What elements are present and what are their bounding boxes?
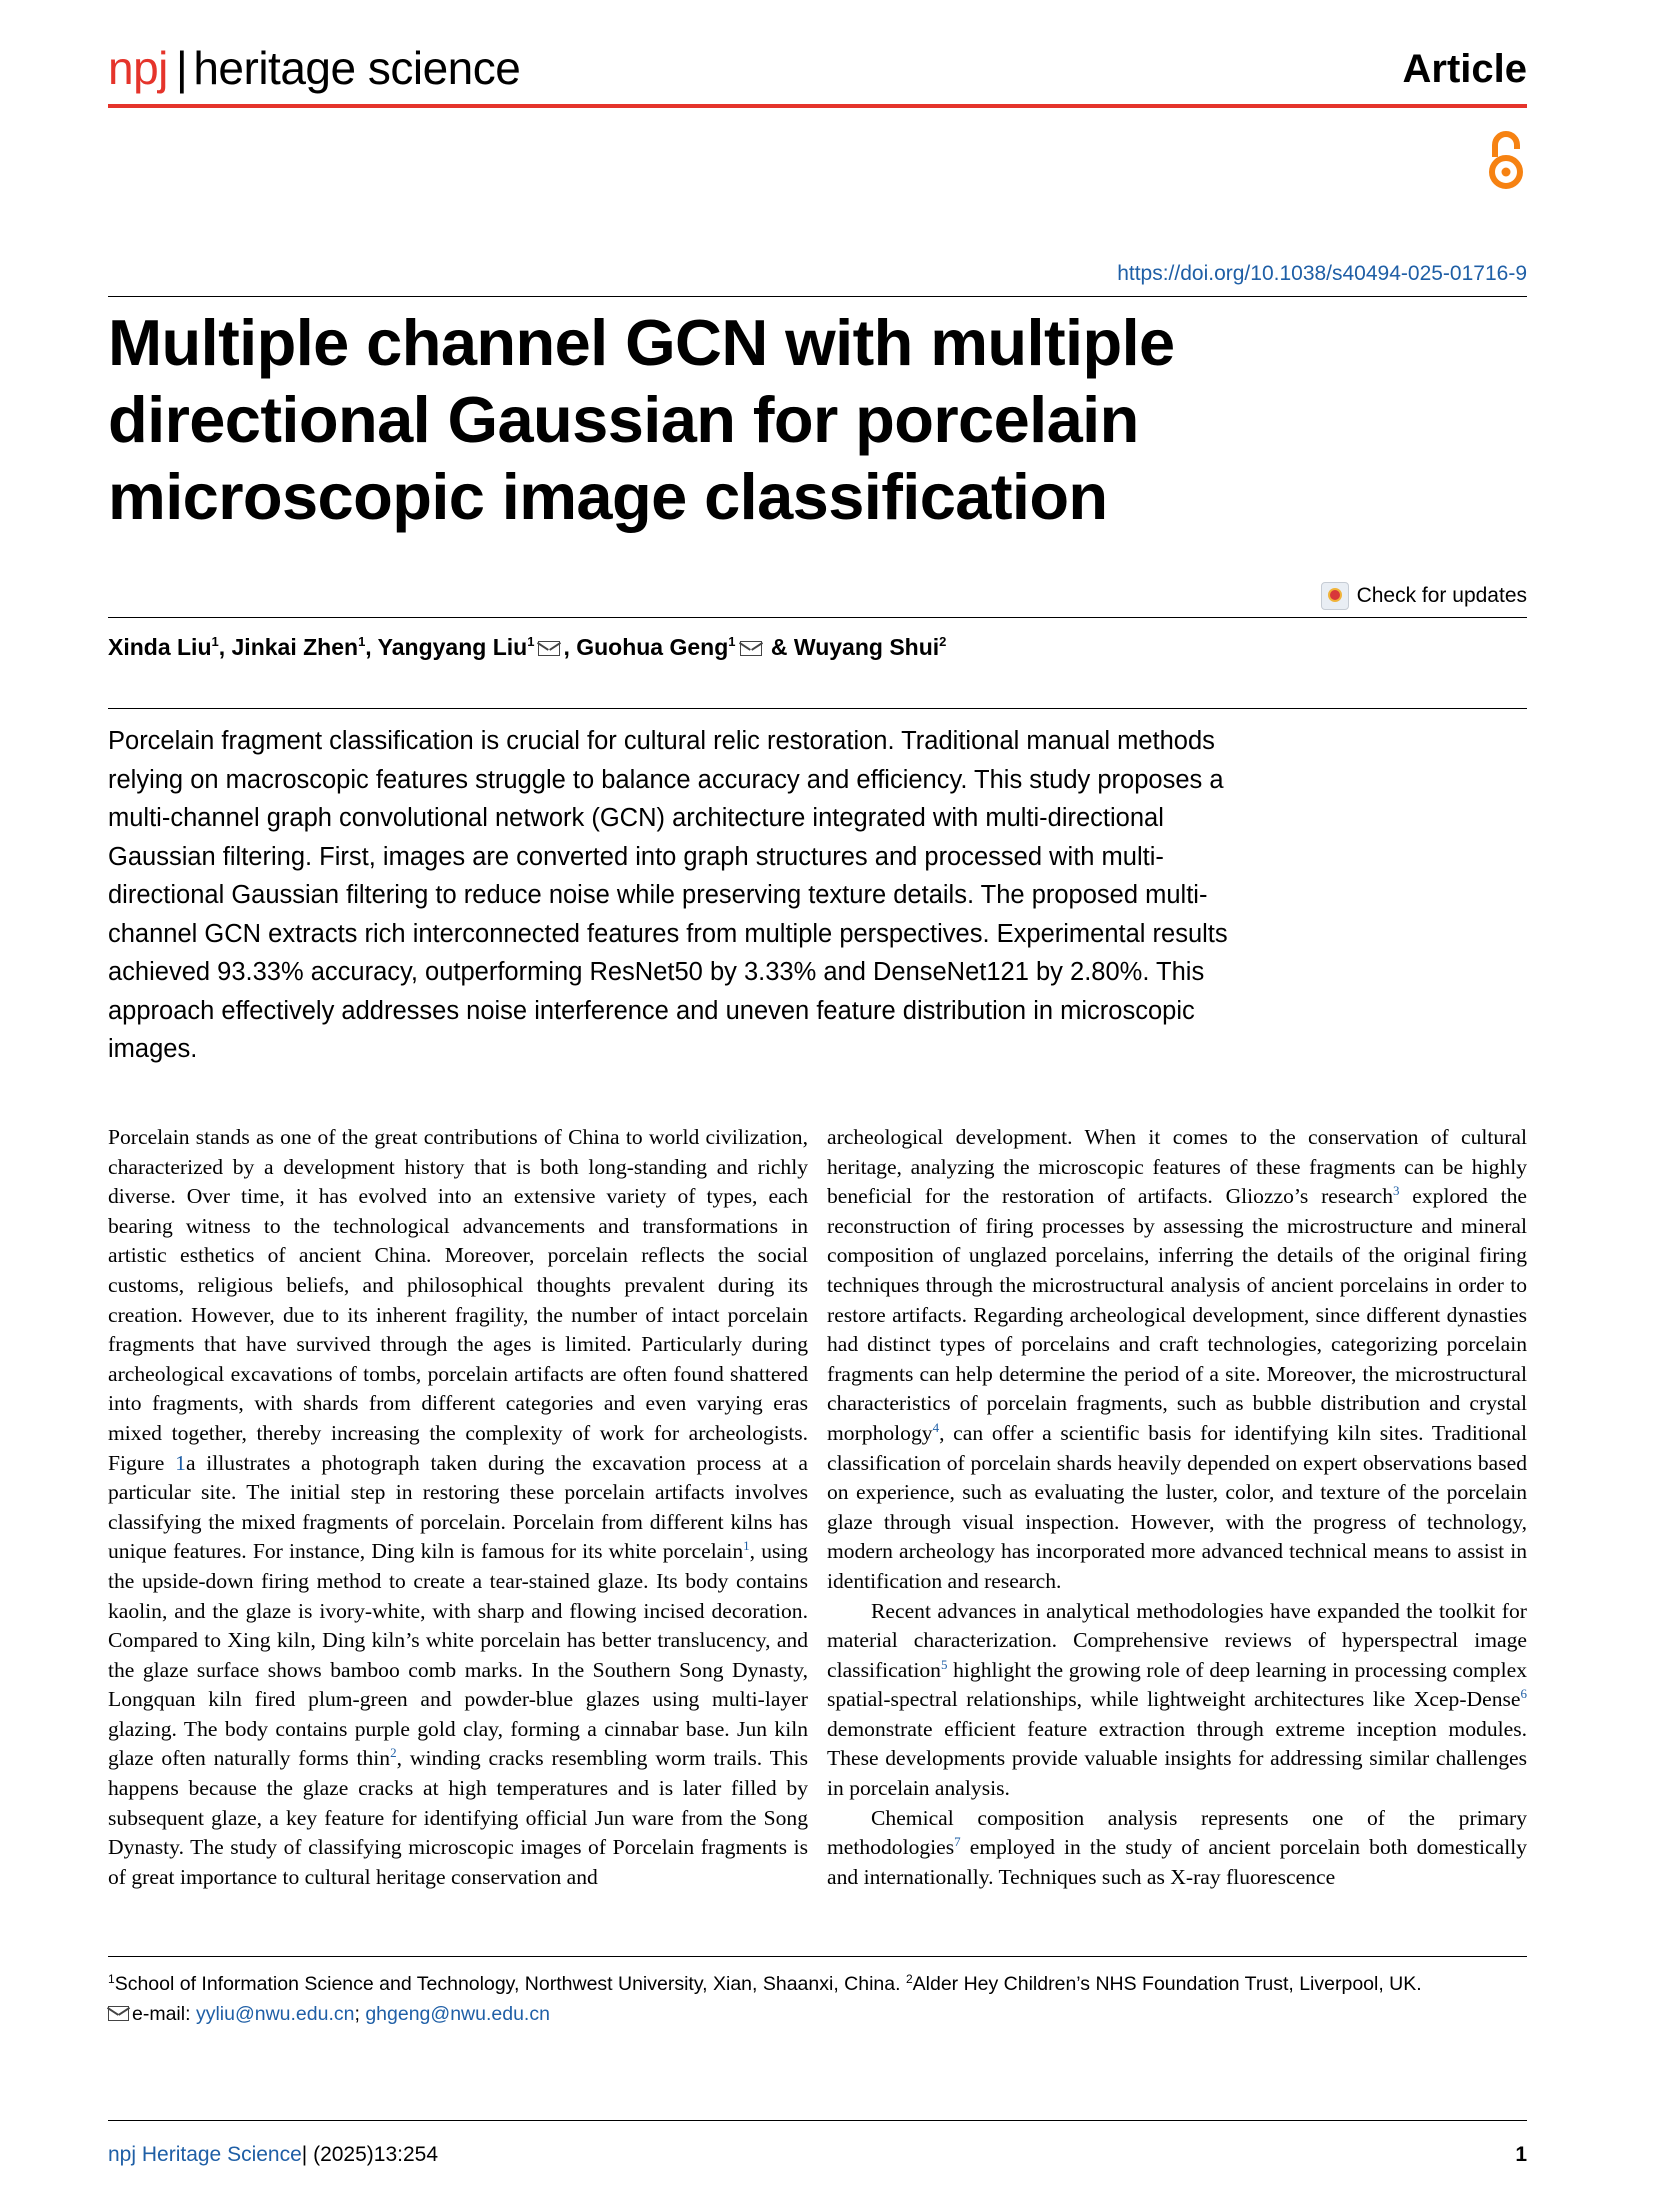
article-title: [108, 304, 1508, 535]
author-list: [108, 627, 946, 662]
author-name[interactable]: Yangyang Liu: [377, 634, 528, 660]
abstract-line: approach effectively addresses noise interference and uneven feature distribution in microscopic: [108, 996, 1195, 1025]
abstract-line: Porcelain fragment classification is crucial for cultural relic restoration. Traditional manual methods: [108, 727, 1215, 755]
body-text: explored the reconstruction of firing processes by assessing the microstructure and mineral composition of unglazed porcelains, inferring the details of the original firing techniques through the microstructural analysis of ancient porcelains in order to restore artifacts. Regarding archeological development, since different dynasties had distinct types of porcelains and craft technologies, categorizing porcelain fragments can help determine the period of a site. Moreover, the microstructural characteristics of porcelain fragments, such as bubble distribution and crystal morphology: [827, 1184, 1527, 1445]
body-column-right: [827, 1123, 1527, 1892]
author-name[interactable]: Jinkai Zhen: [231, 634, 359, 660]
citation-link[interactable]: 2: [390, 1745, 397, 1761]
page-number: 1: [1515, 2143, 1527, 2166]
author-name[interactable]: Xinda Liu: [108, 634, 212, 660]
email-link[interactable]: ghgeng@nwu.edu.cn: [365, 2003, 550, 2025]
abstract-line: channel GCN extracts rich interconnected features from multiple perspectives. Experimental results: [108, 919, 1228, 948]
footer-rule: [108, 2120, 1527, 2121]
author-separator: ,: [365, 634, 378, 660]
header-red-rule: [108, 104, 1527, 108]
body-text: Chemical composition analysis represents one of the primary methodologies: [827, 1805, 1527, 1860]
abstract: [108, 722, 1338, 1069]
affiliation-rule: [108, 1956, 1527, 1957]
masthead-separator: |: [175, 42, 188, 94]
journal-name: heritage science: [193, 42, 521, 94]
body-text: demonstrate efficient feature extraction through extreme inception modules. These developments provide valuable insights for addressing similar challenges in porcelain analysis.: [827, 1716, 1527, 1801]
body-text: employed in the study of ancient porcelain both domestically and internationally. Techniques such as X-ray fluorescence: [827, 1835, 1527, 1889]
citation-link[interactable]: 7: [954, 1834, 961, 1850]
author-separator: ,: [218, 634, 232, 660]
body-paragraph: [827, 1804, 1527, 1893]
email-prefix: e-mail:: [132, 2003, 196, 2025]
doi-rule: [108, 296, 1527, 297]
email-line: [108, 1999, 1528, 2029]
email-icon[interactable]: [740, 641, 762, 656]
author-affiliation-number: 1: [728, 634, 736, 649]
email-icon: [108, 2006, 129, 2021]
footer-volume: | (2025)13:254: [301, 2143, 439, 2166]
affiliation-line: [108, 1969, 1528, 1999]
check-updates-button[interactable]: [1321, 582, 1527, 610]
body-paragraph: [108, 1123, 808, 1892]
citation-link[interactable]: 5: [940, 1656, 948, 1672]
body-text: Recent advances in analytical methodologies have expanded the toolkit for material characterization. Comprehensive reviews of hyperspectral image classification: [827, 1598, 1527, 1682]
open-access-icon: [1482, 127, 1530, 191]
affiliation-number: 2: [905, 1972, 913, 1986]
footer-journal-link[interactable]: npj Heritage Science: [108, 2143, 302, 2166]
body-text: highlight the growing role of deep learning in processing complex spatial-spectral relationships, while lightweight architectures like Xcep-Dense: [827, 1657, 1527, 1712]
citation-link[interactable]: 4: [932, 1419, 940, 1435]
author-name[interactable]: Wuyang Shui: [793, 634, 940, 660]
authors-top-rule: [108, 617, 1527, 618]
check-updates-label: Check for updates: [1356, 584, 1527, 607]
abstract-line: images.: [108, 1035, 198, 1063]
affiliation-text: School of Information Science and Technology, Northwest University, Xian, Shaanxi, China.: [114, 1973, 906, 1995]
body-paragraph: [827, 1597, 1527, 1804]
author-affiliation-number: 2: [939, 634, 947, 649]
journal-brand: npj: [108, 42, 168, 94]
citation-link[interactable]: 6: [1520, 1686, 1527, 1702]
journal-masthead: [108, 40, 520, 96]
abstract-line: multi-channel graph convolutional network (GCN) architecture integrated with multi-directional: [108, 804, 1164, 832]
email-separator: ;: [354, 2003, 366, 2025]
citation-link[interactable]: 3: [1393, 1183, 1400, 1199]
title-line: directional Gaussian for porcelain: [108, 383, 1139, 456]
affiliation-text: Alder Hey Children’s NHS Foundation Trust, Liverpool, UK.: [912, 1973, 1422, 1995]
author-separator: ,: [563, 634, 577, 660]
email-link[interactable]: yyliu@nwu.edu.cn: [195, 2003, 355, 2025]
body-text: , can offer a scientific basis for identifying kiln sites. Traditional classification of porcelain shards heavily depended on expert observations based on experience, such as evaluating the luster, color, and texture of the porcelain glaze through visual inspection. However, with the progress of technology, modern archeology has incorporated more advanced technical means to assist in identification and research.: [827, 1420, 1527, 1593]
author-affiliation-number: 1: [211, 634, 219, 649]
body-column-left: [108, 1123, 808, 1892]
author-name[interactable]: Guohua Geng: [576, 634, 729, 660]
article-type-label: Article: [1402, 47, 1527, 91]
abstract-line: directional Gaussian filtering to reduce noise while preserving texture details. The proposed multi-: [108, 881, 1208, 909]
email-icon[interactable]: [538, 641, 560, 656]
abstract-line: Gaussian filtering. First, images are converted into graph structures and processed with multi-: [108, 842, 1164, 871]
crossmark-icon: [1321, 582, 1349, 610]
affiliations: [108, 1969, 1528, 2029]
abstract-line: achieved 93.33% accuracy, outperforming ResNet50 by 3.33% and DenseNet121 by 2.80%. This: [108, 958, 1205, 986]
body-text: , using the upside-down firing method to create a tear-stained glaze. Its body contains kaolin, and the glaze is ivory-white, with sharp and flowing incised decoration. Compared to Xing kiln, Ding kiln’s white porcelain has better translucency, and the glaze surface shows bamboo comb marks. In the Southern Song Dynasty, Longquan kiln fired plum-green and powder-blue glazes using multi-layer glazing. The body contains purple gold clay, forming a cinnabar base. Jun kiln glaze often naturally forms thin: [108, 1539, 808, 1771]
body-text: , winding cracks resembling worm trails. This happens because the glaze cracks at high temperatures and is later filled by subsequent glaze, a key feature for identifying official Jun ware from the Song Dynasty. The study of classifying microscopic images of Porcelain fragments is of great importance to cultural heritage conservation and: [108, 1746, 808, 1889]
body-text: a illustrates a photograph taken during the excavation process at a particular site. The initial step in restoring these porcelain artifacts involves classifying the mixed fragments of porcelain. Porcelain from different kilns has unique features. For instance, Ding kiln is famous for its white porcelain: [108, 1450, 808, 1564]
doi-link[interactable]: https://doi.org/10.1038/s40494-025-01716-9: [1117, 262, 1527, 285]
title-line: microscopic image classification: [108, 460, 1108, 533]
footer-citation: [108, 2142, 438, 2168]
author-affiliation-number: 1: [527, 634, 535, 649]
abstract-line: relying on macroscopic features struggle to balance accuracy and efficiency. This study proposes a: [108, 765, 1224, 794]
body-text: Porcelain stands as one of the great contributions of China to world civilization, characterized by a development history that is both long-standing and richly diverse. Over time, it has evolved into an extensive variety of types, each bearing witness to the technological advancements and transformations in artistic esthetics of ancient China. Moreover, porcelain reflects the social customs, religious beliefs, and philosophical thoughts prevalent during its creation. However, due to its inherent fragility, the number of intact porcelain fragments that have survived through the ages is limited. Particularly during archeological excavations of tombs, porcelain artifacts are often found shattered into fragments, with shards from different categories and even varying eras mixed together, thereby increasing the complexity of work for archeologists. Figure: [108, 1125, 808, 1475]
author-affiliation-number: 1: [358, 634, 366, 649]
body-text: archeological development. When it comes to the conservation of cultural heritage, analyzing the microscopic features of these fragments can be highly beneficial for the restoration of artifacts. Gliozzo’s research: [827, 1125, 1527, 1209]
affiliation-number: 1: [108, 1972, 115, 1986]
citation-link[interactable]: 1: [743, 1538, 750, 1554]
abstract-top-rule: [108, 708, 1527, 709]
author-separator: &: [764, 634, 794, 660]
figure-link[interactable]: 1: [175, 1450, 186, 1475]
title-line: Multiple channel GCN with multiple: [108, 306, 1175, 379]
body-paragraph: [827, 1123, 1527, 1597]
